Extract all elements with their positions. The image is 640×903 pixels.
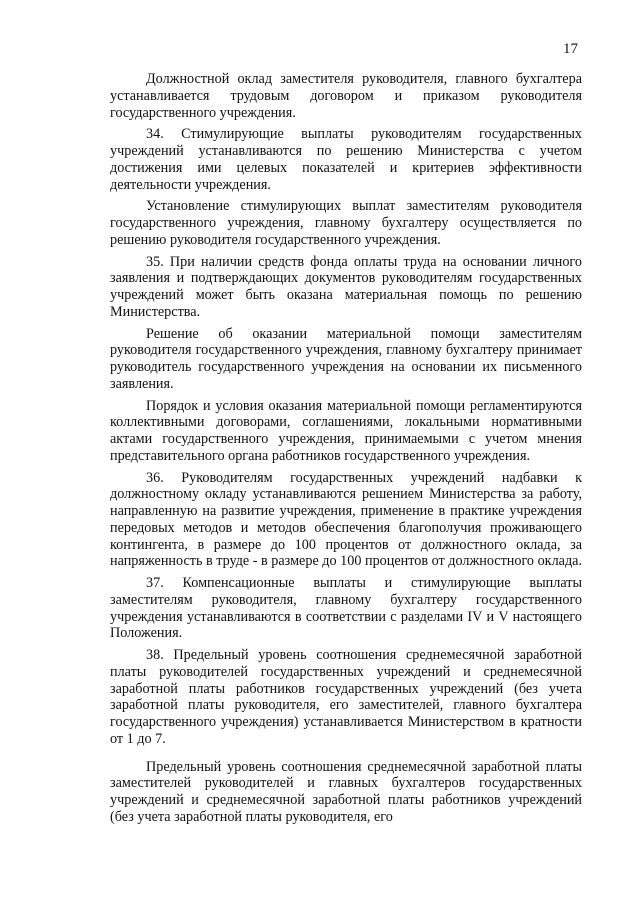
- document-body: [110, 71, 582, 826]
- paragraph-35: 35. При наличии средств фонда оплаты труда на основании личного заявления и подтверждающих документов руководителям государственных учреждений может быть оказана материальная помощь по решению Министерства.: [110, 253, 582, 320]
- paragraph-36: 36. Руководителям государственных учреждений надбавки к должностному окладу устанавливаются решением Министерства за работу, направленную на развитие учреждения, применение в практике учреждения передовых методов и методов обеспечения благополучия проживающего контингента, в размере до 100 процентов от должностного оклада, за напряженность в труде - в размере до 100 процентов от должностного оклада.: [110, 469, 583, 570]
- paragraph-35-procedure: Порядок и условия оказания материальной помощи регламентируются коллективными договорами, соглашениями, локальными нормативными актами государственного учреждения, принимаемыми с учетом мнения представительного органа работников государственного учреждения.: [110, 397, 582, 464]
- paragraph-35-decision: Решение об оказании материальной помощи заместителям руководителя государственного учреждения, главному бухгалтеру принимает руководитель государственного учреждения на основании их письменного заявления.: [110, 325, 582, 392]
- paragraph-deputy-salary: Должностной оклад заместителя руководителя, главного бухгалтера устанавливается трудовым договором и приказом руководителя государственного учреждения.: [110, 71, 582, 121]
- paragraph-38: 38. Предельный уровень соотношения среднемесячной заработной платы руководителей государственных учреждений и среднемесячной заработной платы работников государственных учреждений (без учета заработной платы руководителя, его заместителей, главного бухгалтера государственного учреждения) устанавливается Министерством в кратности от 1 до 7.: [110, 647, 582, 747]
- paragraph-34: 34. Стимулирующие выплаты руководителям государственных учреждений устанавливаются по решению Министерства с учетом достижения ими целевых показателей и критериев эффективности деятельности учреждения.: [110, 126, 582, 193]
- page-number: 17: [563, 41, 578, 57]
- paragraph-38-deputies: Предельный уровень соотношения среднемесячной заработной платы заместителей руководителей и главных бухгалтеров государственных учреждений и среднемесячной заработной платы работников учреждений (без учета заработной платы руководителя, его: [110, 758, 582, 825]
- paragraph-37: 37. Компенсационные выплаты и стимулирующие выплаты заместителям руководителя, главному бухгалтеру государственного учреждения устанавливаются в соответствии с разделами IV и V настоящего Положения.: [110, 575, 582, 642]
- paragraph-34-deputies: Установление стимулирующих выплат заместителям руководителя государственного учреждения, главному бухгалтеру осуществляется по решению руководителя государственного учреждения.: [110, 198, 582, 248]
